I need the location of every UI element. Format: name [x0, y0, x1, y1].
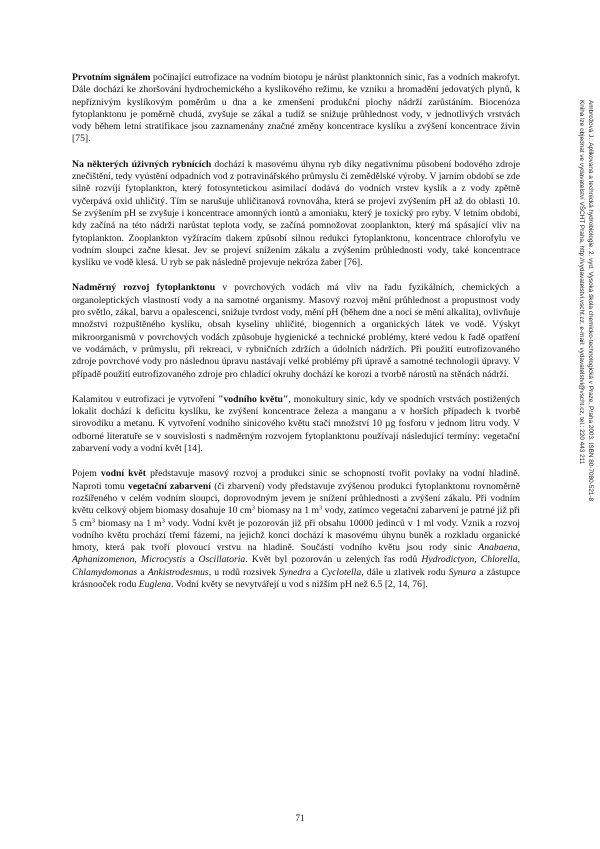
genus-names: Hydrodictyon, Chlorella, Chlamydomonas: [72, 554, 521, 578]
page-number: 71: [295, 813, 305, 823]
paragraph-text: biomasy na 1 m: [255, 505, 320, 517]
paragraph-text: představuje masový rozvoj a produkci sinic se schopností tvořit povlaky na vodní hladině. Naproti tomu: [72, 468, 520, 492]
paragraph-text: . Květ byl pozorován u zelených řas rodů: [245, 554, 422, 566]
genus-names: Cyclotella: [321, 566, 362, 578]
paragraph-text: , u rodů rozsivek: [208, 566, 280, 578]
paragraph-text: v povrchových vodách má vliv na řadu fyzikálních, chemických a organoleptických vlastností vody a na samotné organismy. Masový rozvoj mění průhlednost a propustnost vody pro světlo, zákal, barvu a opalescenci, snižuje tvrdost vody, mění pH (během dne a noci se mění alkalita), ovlivňuje množství rozpuštěného kyslíku, obsah kyseliny uhličité, biogenních a organických látek ve vodě. Výskyt mikroorganismů v povrchových vodách způsobuje hygienické a technické problémy, které vedou k řadě opatření ve vodárnách, v průmyslu, při rekreaci, v rybničních zdržích a údolních nádržích. Při použití eutrofizovaného zdroje povrchové vody pro následnou úpravu nastávají velké problémy při úpravě a samotné technologii úpravy. V případě použití eutrofizovaného zdroje pro chladící okruhy dochází ke korozi a tvorbě nárostů na stěnách nádrží.: [72, 282, 520, 380]
paragraph-fish-ponds: [72, 159, 520, 270]
paragraph-text: a: [310, 566, 322, 578]
paragraph-phytoplankton-growth: [72, 282, 520, 380]
paragraph-text: a: [137, 566, 148, 578]
paragraph-text: Pojem: [72, 468, 101, 480]
paragraph-text: biomasy na 1 m: [95, 517, 162, 529]
paragraph-text: . Vodní květy se nevytvářejí u vod s nižším pH než 6.5 [2, 14, 76].: [171, 578, 428, 590]
paragraph-text: vody. Vodní květ je pozorován již při obsahu 10000 jedinců v 1 ml vody. Vznik a rozvoj vodního květu prochází třemi fázemi, na jejichž konci dochází k masovému úhynu buněk a rozkladu organické hmoty, která pak tvoří plovoucí vrstvu na hladině. Součástí vodního květu jsou rody sinic: [72, 517, 520, 554]
paragraph-text: , monokultury sinic, kdy ve spodních vrstvách postižených lokalit dochází k deficitu kyslíku, ke zvýšení koncentrace železa a manganu a v horších případech k tvorbě sirovodíku a metanu. K vytvoření vodního sinicového květu stačí množství 10 µg fosforu v jednom litru vody. V odborné literatuře se v souvislosti s nadměrným rozvojem fytoplanktonu používají následující termíny: vegetační zabarvení vody a vodní květ [14].: [72, 393, 520, 455]
superscript: 3: [91, 517, 96, 524]
paragraph-text: (či zbarvení) vody představuje zvýšenou produkci fytoplanktonu rovnoměrně rozšířeného v celém vodním sloupci, doprovodným jevem je snížení průhlednosti a zvýšení zákalu. Při vodním květu celkový objem biomasy dosahuje 10 cm: [72, 480, 521, 517]
term-vegetation-coloring: vegetační zabarvení: [128, 480, 211, 492]
paragraph-text: a zástupce krásnooček rodu: [72, 566, 520, 590]
paragraph-text: počínající eutrofizace na vodním biotopu je nárůst planktonních sinic, řas a vodních makrofyt. Dále dochází ke zhoršování hydrochemického a kyslíkového režimu, ke vzniku a hromadění jedovatých plynů, k nepříznivým kyslíkovým poměrům u dna a ke zmenšení produkční plochy nádrží zarůstáním. Biocenóza fytoplanktonu je poměrně chudá, zvyšuje se zákal a tudíž se snižuje průhlednost vody, v jednotlivých vrstvách vody během letní stratifikace jsou zaznamenány značné změny koncentrace kyslíku a zvýšení koncentrace živin [75].: [72, 72, 520, 145]
genus-names: Oscillatoria: [198, 554, 246, 566]
paragraph-text: , dále u zlativek rodu: [361, 566, 449, 578]
paragraph-text: dochází k masovému úhynu ryb díky negativnímu působení bodového zdroje znečištění, tedy vyústění odpadních vod z potravinářského průmyslu či zemědělské výroby. V jarním období se zde silně rozvíjí fytoplankton, který fotosyntetickou asimilací dodává do vodních vrstev kyslík a z vody zpětně vyčerpává oxid uhličitý. Tím se narušuje uhličitanová rovnováha, která se projeví zvýšením pH až do oblasti 10. Se zvýšením pH se zvyšuje i koncentrace amonných iontů a amoniaku, který je toxický pro ryby. V letním období, kdy začíná na této nádrži narůstat teplota vody, se začíná pomnožovat zooplankton, který má spásající vliv na fytoplankton. Zooplankton vyžíracím tlakem způsobí silnou redukci fytoplanktonu, koncentrace chlorofylu ve vodním sloupci začne klesat. Jev se projeví snížením zákalu a zvýšením průhlednosti vody, také koncentrace kyslíku ve vodě klesá. U ryb se pak následně projevuje nekróza žaber [76].: [72, 158, 521, 269]
paragraph-text: vody, zatímco vegetační zabarvení je patrné již při 5 cm: [72, 505, 520, 529]
paragraph-first-signal: [72, 72, 520, 146]
genus-names: Synedra: [279, 566, 311, 578]
genus-names: Euglena: [138, 578, 172, 590]
side-citation: [565, 100, 595, 501]
paragraph-water-bloom-definition: [72, 468, 520, 591]
genus-names: Synura: [448, 566, 477, 578]
page-body: [72, 72, 520, 604]
superscript: 3: [161, 517, 165, 524]
side-citation-line-1: Ambrožová J.: Aplikovaná a technická hydrobiologie. 2. vyd. Vysoká škola chemicko-technologická v Praze, Praha 2003. ISBN 80-7080-521-8: [587, 100, 594, 502]
term-water-bloom: "vodního květu": [218, 393, 289, 405]
term-fish-ponds: Na některých úživných rybnících: [72, 158, 212, 170]
superscript: 3: [319, 504, 323, 512]
term-phytoplankton-growth: Nadměrný rozvoj fytoplanktonu: [72, 282, 216, 294]
genus-names: Anabaena, Aphanizomenon, Microcystis: [72, 542, 520, 566]
paragraph-water-bloom-calamity: [72, 394, 520, 455]
superscript: 3: [251, 504, 256, 512]
genus-names: Ankistrodesmus: [147, 566, 209, 578]
term-vodni-kvet: vodní květ: [100, 468, 146, 480]
paragraph-text: a: [185, 554, 199, 566]
term-first-signal: Prvotním signálem: [72, 72, 151, 83]
paragraph-text: Kalamitou v eutrofizaci je vytvoření: [72, 393, 219, 405]
side-citation-line-2: Kniha lze objednat ve vydavatelství VŠCHT Praha, http://vydavatelstvi.vscht.cz, e-mail: vydavatelstvi@vscht.cz, tel.: 220 443 211: [578, 100, 585, 465]
